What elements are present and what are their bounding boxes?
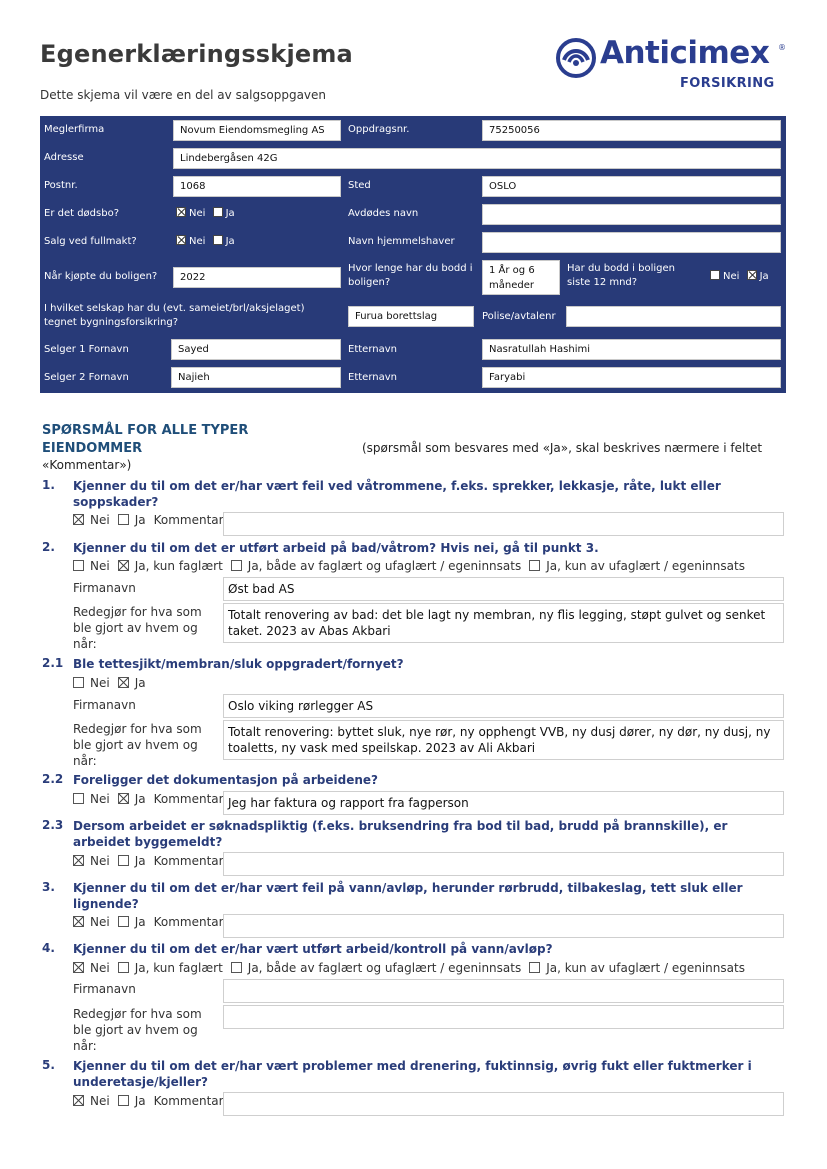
section-note: (spørsmål som besvares med «Ja», skal beskrives nærmere i feltet — [362, 441, 763, 455]
fullmakt-ja-checkbox[interactable] — [213, 235, 223, 245]
adresse-field[interactable]: Lindebergåsen 42G — [173, 148, 781, 169]
selger2-etternavn-field[interactable]: Faryabi — [482, 367, 781, 388]
q5-text: Kjenner du til om det er/har vært problemer med drenering, fuktinnsig, øvrig fukt eller fuktmerker i underetasje/kjeller? — [73, 1059, 752, 1089]
fullmakt-label: Salg ved fullmakt? — [44, 236, 137, 247]
sted-field[interactable]: OSLO — [482, 176, 781, 197]
q4-ja-faglaert-checkbox[interactable] — [118, 962, 129, 973]
q4-nei-label: Nei — [90, 961, 110, 975]
dodsbo-nei-checkbox[interactable] — [176, 207, 186, 217]
selger1-etternavn-label: Etternavn — [348, 344, 397, 355]
q5-number: 5. — [42, 1058, 55, 1072]
q21-firmanavn-field[interactable]: Oslo viking rørlegger AS — [223, 694, 784, 718]
bodd12-nei-label: Nei — [723, 271, 740, 282]
q23-nei-label: Nei — [90, 854, 110, 868]
fullmakt-nei-checkbox[interactable] — [176, 235, 186, 245]
q22-kommentar-field[interactable]: Jeg har faktura og rapport fra fagperson — [223, 791, 784, 815]
q21-nei-label: Nei — [90, 676, 110, 690]
dodsbo-nei-label: Nei — [189, 208, 206, 219]
q1-nei-label: Nei — [90, 513, 110, 527]
adresse-label: Adresse — [44, 152, 84, 163]
q23-ja-checkbox[interactable] — [118, 855, 129, 866]
section-note-end: «Kommentar») — [42, 458, 132, 472]
polise-field[interactable] — [566, 306, 781, 327]
q1-ja-checkbox[interactable] — [118, 514, 129, 525]
dodsbo-ja-checkbox[interactable] — [213, 207, 223, 217]
q1-text: Kjenner du til om det er/har vært feil ved våtrommene, f.eks. sprekker, lekkasje, råte, lukt eller soppskader? — [73, 479, 721, 509]
q2-ja-faglaert-checkbox[interactable] — [118, 560, 129, 571]
q21-ja-label: Ja — [134, 676, 146, 690]
q23-ja-label: Ja — [134, 854, 146, 868]
q21-ja-checkbox[interactable] — [118, 677, 129, 688]
q2-ja-ufaglaert-checkbox[interactable] — [529, 560, 540, 571]
q4-ja-faglaert-label: Ja, kun faglært — [134, 961, 223, 975]
q2-answer-row — [73, 559, 745, 573]
q1-kommentar-label: Kommentar — [153, 513, 224, 527]
q2-redegjor-label: Redegjør for hva som ble gjort av hvem og når: — [73, 605, 202, 651]
hjemmel-label: Navn hjemmelshaver — [348, 236, 455, 247]
bodd12-ja-label: Ja — [759, 271, 769, 282]
q2-firmanavn-label: Firmanavn — [73, 581, 136, 595]
bodd-field[interactable]: 1 År og 6 måneder — [482, 260, 560, 295]
q3-ja-label: Ja — [134, 915, 146, 929]
fullmakt-nei-label: Nei — [189, 236, 206, 247]
q4-number: 4. — [42, 941, 55, 955]
selger2-label: Selger 2 Fornavn — [44, 372, 129, 383]
section-title — [42, 422, 248, 458]
q21-number: 2.1 — [42, 656, 64, 670]
q4-answer-row — [73, 961, 745, 975]
q3-kommentar-label: Kommentar — [153, 915, 224, 929]
bodd12-options — [710, 270, 773, 282]
page-subtitle: Dette skjema vil være en del av salgsoppgaven — [40, 88, 327, 102]
q2-ja-begge-checkbox[interactable] — [231, 560, 242, 571]
q3-answer-row — [73, 915, 224, 929]
q2-firmanavn-field[interactable]: Øst bad AS — [223, 577, 784, 601]
q3-number: 3. — [42, 880, 55, 894]
q21-redegjor-field[interactable]: Totalt renovering: byttet sluk, nye rør, ny opphengt VVB, ny dusj dører, ny dør, ny dusj, ny toaletts, ny vask med speilskap. 2023 av Ali Akbari — [223, 720, 784, 760]
kjopt-label: Når kjøpte du boligen? — [44, 271, 158, 282]
oppdragsnr-label: Oppdragsnr. — [348, 124, 410, 135]
q22-text: Foreligger det dokumentasjon på arbeidene? — [73, 773, 378, 787]
q3-nei-checkbox[interactable] — [73, 916, 84, 927]
seller-info-panel — [40, 116, 786, 393]
q4-ja-ufaglaert-checkbox[interactable] — [529, 962, 540, 973]
page-title: Egenerklæringsskjema — [40, 40, 353, 68]
q3-nei-label: Nei — [90, 915, 110, 929]
q3-text: Kjenner du til om det er/har vært feil på vann/avløp, herunder rørbrudd, tilbakeslag, tett sluk eller lignende? — [73, 881, 743, 911]
q4-ja-begge-checkbox[interactable] — [231, 962, 242, 973]
q22-number: 2.2 — [42, 772, 64, 786]
logo-registered: ® — [778, 43, 786, 52]
q23-text: Dersom arbeidet er søknadspliktig (f.eks. bruksendring fra bod til bad, brudd på brannskille), er arbeidet byggemeldt? — [73, 819, 728, 849]
q2-ja-begge-label: Ja, både av faglært og ufaglært / egeninnsats — [247, 559, 522, 573]
q1-nei-checkbox[interactable] — [73, 514, 84, 525]
selskap-field[interactable]: Furua borettslag — [348, 306, 474, 327]
q22-nei-label: Nei — [90, 792, 110, 806]
polise-label: Polise/avtalenr — [482, 311, 556, 322]
q5-ja-checkbox[interactable] — [118, 1095, 129, 1106]
bodd12-ja-checkbox[interactable] — [747, 270, 757, 280]
q22-ja-checkbox[interactable] — [118, 793, 129, 804]
logo-subtitle: FORSIKRING — [680, 76, 775, 91]
q23-kommentar-label: Kommentar — [153, 854, 224, 868]
avdodes-label: Avdødes navn — [348, 208, 419, 219]
q22-ja-label: Ja — [134, 792, 146, 806]
q4-redegjor-field[interactable] — [223, 1005, 784, 1029]
q4-redegjor-label: Redegjør for hva som ble gjort av hvem og når: — [73, 1007, 202, 1053]
q23-kommentar-field[interactable] — [223, 852, 784, 876]
selger2-etternavn-label: Etternavn — [348, 372, 397, 383]
dodsbo-ja-label: Ja — [225, 208, 235, 219]
q21-nei-checkbox[interactable] — [73, 677, 84, 688]
q22-nei-checkbox[interactable] — [73, 793, 84, 804]
q4-nei-checkbox[interactable] — [73, 962, 84, 973]
q4-ja-begge-label: Ja, både av faglært og ufaglært / egeninnsats — [247, 961, 522, 975]
q5-kommentar-label: Kommentar — [153, 1094, 224, 1108]
q5-nei-label: Nei — [90, 1094, 110, 1108]
q22-kommentar-label: Kommentar — [153, 792, 224, 806]
q5-nei-checkbox[interactable] — [73, 1095, 84, 1106]
q2-ja-ufaglaert-label: Ja, kun av ufaglært / egeninnsats — [546, 559, 745, 573]
bodd12-nei-checkbox[interactable] — [710, 270, 720, 280]
q21-text: Ble tettesjikt/membran/sluk oppgradert/fornyet? — [73, 657, 404, 671]
dodsbo-label: Er det dødsbo? — [44, 208, 120, 219]
bodd12-label: Har du bodd i boligen siste 12 mnd? — [567, 263, 675, 288]
dodsbo-options — [176, 207, 239, 219]
q4-firmanavn-field[interactable] — [223, 979, 784, 1003]
selger2-fornavn-field[interactable]: Najieh — [171, 367, 341, 388]
q21-firmanavn-label: Firmanavn — [73, 698, 136, 712]
q2-ja-faglaert-label: Ja, kun faglært — [134, 559, 223, 573]
anticimex-logo-icon — [556, 38, 596, 78]
selger1-label: Selger 1 Fornavn — [44, 344, 129, 355]
selger1-fornavn-field[interactable]: Sayed — [171, 339, 341, 360]
hjemmel-field[interactable] — [482, 232, 781, 253]
q5-ja-label: Ja — [134, 1094, 146, 1108]
q2-nei-checkbox[interactable] — [73, 560, 84, 571]
q2-nei-label: Nei — [90, 559, 110, 573]
q1-ja-label: Ja — [134, 513, 146, 527]
q1-number: 1. — [42, 478, 55, 492]
q5-answer-row — [73, 1094, 224, 1108]
q4-text: Kjenner du til om det er/har vært utført arbeid/kontroll på vann/avløp? — [73, 942, 553, 956]
avdodes-field[interactable] — [482, 204, 781, 225]
oppdragsnr-field[interactable]: 75250056 — [482, 120, 781, 141]
selskap-label: I hvilket selskap har du (evt. sameiet/brl/aksjelaget) tegnet bygningsforsikring? — [44, 303, 305, 328]
fullmakt-options — [176, 235, 239, 247]
meglerfirma-label: Meglerfirma — [44, 124, 105, 135]
q5-kommentar-field[interactable] — [223, 1092, 784, 1116]
q1-answer-row — [73, 513, 224, 527]
q2-text: Kjenner du til om det er utført arbeid på bad/våtrom? Hvis nei, gå til punkt 3. — [73, 541, 599, 555]
q3-ja-checkbox[interactable] — [118, 916, 129, 927]
q21-redegjor-label: Redegjør for hva som ble gjort av hvem og når: — [73, 722, 202, 768]
q23-nei-checkbox[interactable] — [73, 855, 84, 866]
kjopt-field[interactable]: 2022 — [173, 267, 341, 288]
fullmakt-ja-label: Ja — [225, 236, 235, 247]
q2-number: 2. — [42, 540, 55, 554]
bodd-label: Hvor lenge har du bodd i boligen? — [348, 263, 473, 288]
logo-name: Anticimex — [600, 35, 770, 71]
postnr-field[interactable]: 1068 — [173, 176, 341, 197]
section-title-line1: SPØRSMÅL FOR ALLE TYPER — [42, 423, 249, 438]
selger1-etternavn-field[interactable]: Nasratullah Hashimi — [482, 339, 781, 360]
q23-answer-row — [73, 854, 224, 868]
q2-redegjor-field[interactable]: Totalt renovering av bad: det ble lagt ny membran, ny flis legging, støpt gulvet og senket taket. 2023 av Abas Akbari — [223, 603, 784, 643]
q4-firmanavn-label: Firmanavn — [73, 982, 136, 996]
q23-number: 2.3 — [42, 818, 64, 832]
section-title-line2: EIENDOMMER — [42, 441, 143, 456]
q3-kommentar-field[interactable] — [223, 914, 784, 938]
q1-kommentar-field[interactable] — [223, 512, 784, 536]
meglerfirma-field[interactable]: Novum Eiendomsmegling AS — [173, 120, 341, 141]
sted-label: Sted — [348, 180, 371, 191]
q4-ja-ufaglaert-label: Ja, kun av ufaglært / egeninnsats — [546, 961, 745, 975]
q21-answer-row — [73, 676, 146, 690]
anticimex-logo — [556, 35, 788, 94]
postnr-label: Postnr. — [44, 180, 78, 191]
q22-answer-row — [73, 792, 224, 806]
